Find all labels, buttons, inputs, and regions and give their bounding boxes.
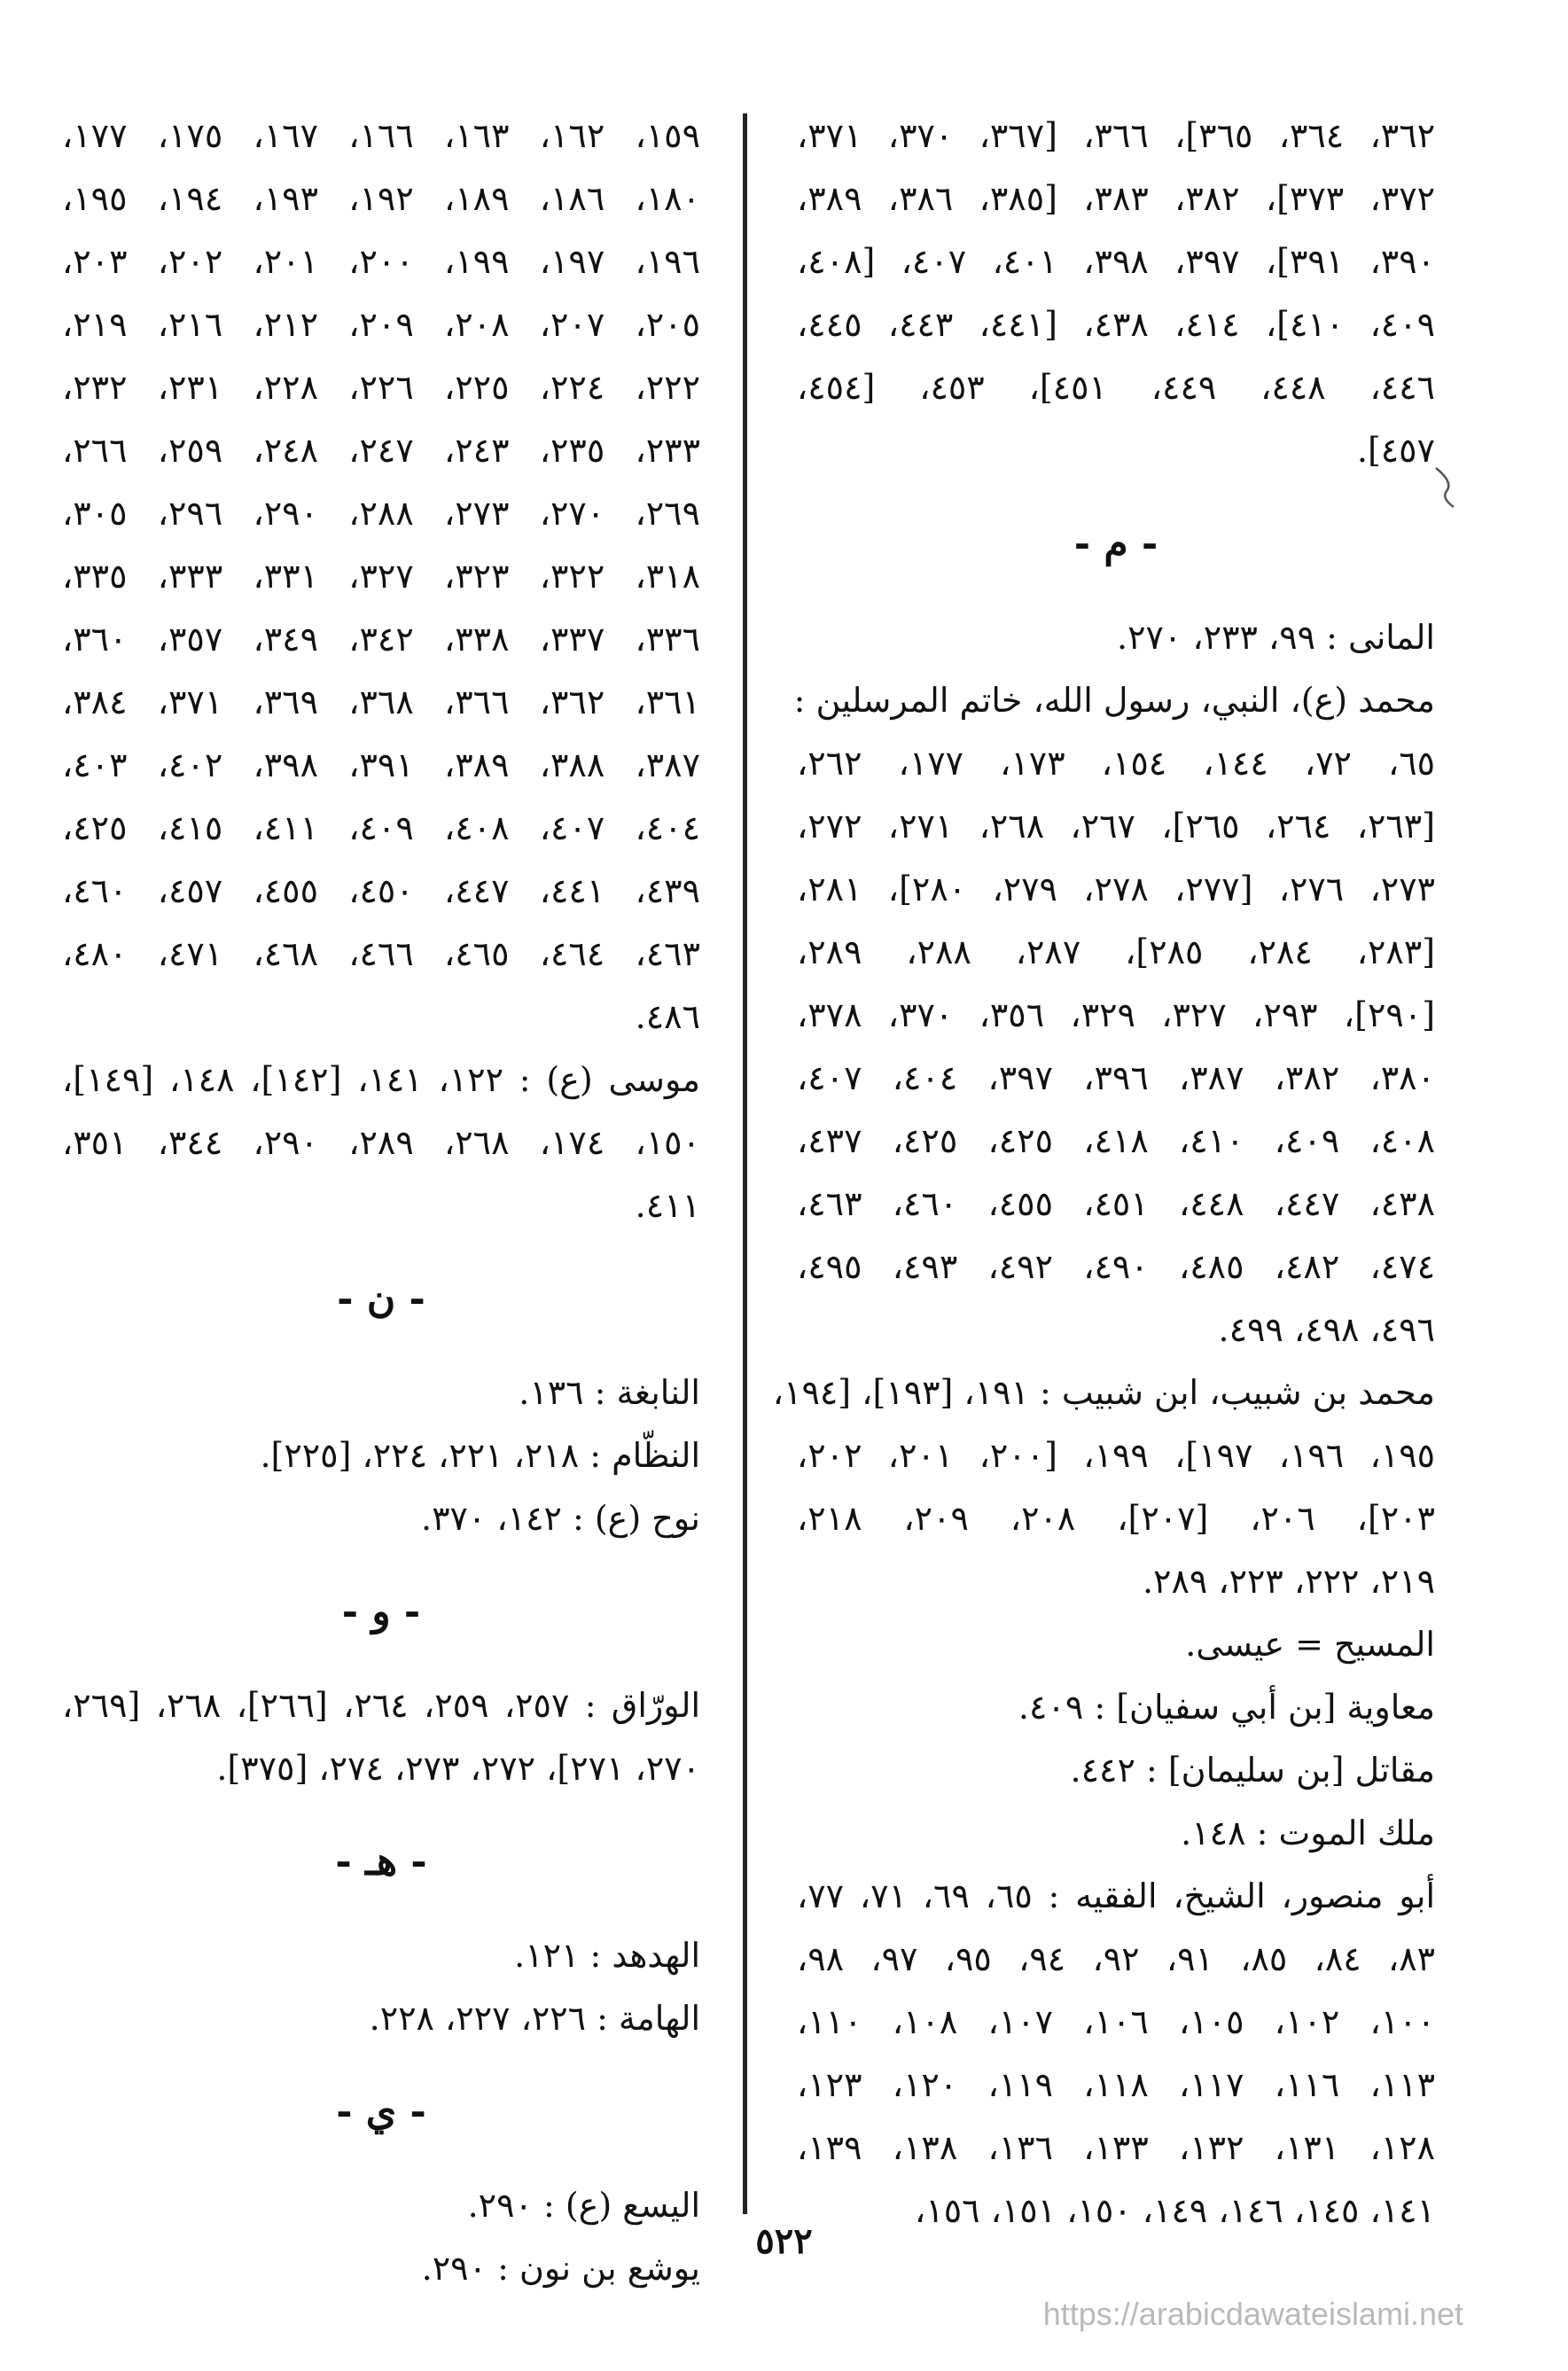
index-entry (797, 606, 1435, 669)
index-line: ٤٣٨، ٤٤٧، ٤٤٨، ٤٥١، ٤٥٥، ٤٦٠، ٤٦٣، (797, 1184, 1435, 1223)
index-line: ٨٣، ٨٤، ٨٥، ٩١، ٩٢، ٩٤، ٩٥، ٩٧، ٩٨، (797, 1939, 1436, 1978)
index-line: ٤٠٩، ٤١٠]، ٤١٤، ٤٣٨، [٤٤١، ٤٤٣، ٤٤٥، (797, 305, 1436, 344)
index-entry (797, 1613, 1435, 1676)
index-line: ٤٧٤، ٤٨٢، ٤٨٥، ٤٩٠، ٤٩٢، ٤٩٣، ٤٩٥، (797, 1247, 1435, 1286)
index-entry (62, 1674, 700, 1800)
index-line: أبو منصور، الشيخ، الفقيه : ٦٥، ٦٩، ٧١، ٧٧، (797, 1876, 1436, 1915)
index-line: ١٨٠، ١٨٦، ١٨٩، ١٩٢، ١٩٣، ١٩٤، ١٩٥، (62, 179, 700, 218)
index-line: ٤٤٦، ٤٤٨، ٤٤٩، ٤٥١]، ٤٥٣، [٤٥٤، (797, 368, 1436, 407)
index-line: ٣٩٠، ٣٩١]، ٣٩٧، ٣٩٨، ٤٠١، ٤٠٧، [٤٠٨، (797, 242, 1436, 281)
index-entry (62, 1487, 700, 1550)
index-line: ١٢٨، ١٣١، ١٣٢، ١٣٣، ١٣٦، ١٣٨، ١٣٩، (797, 2128, 1435, 2167)
index-line: الهدهد : ١٢١. (514, 1936, 700, 1975)
index-line: ٣٨٧، ٣٨٨، ٣٨٩، ٣٩١، ٣٩٨، ٤٠٢، ٤٠٣، (62, 745, 700, 784)
index-entry (62, 1361, 700, 1424)
index-line: ٤٦٣، ٤٦٤، ٤٦٥، ٤٦٦، ٤٦٨، ٤٧١، ٤٨٠، (62, 934, 700, 973)
index-line: ١٩٦، ١٩٧، ١٩٩، ٢٠٠، ٢٠١، ٢٠٢، ٢٠٣، (62, 242, 700, 281)
index-line: ١١٣، ١١٦، ١١٧، ١١٨، ١١٩، ١٢٠، ١٢٣، (797, 2065, 1435, 2104)
index-entry (62, 1424, 700, 1487)
section-letter-heading: - و - (341, 1589, 421, 1634)
index-line: ٢٠٣]، ٢٠٦، [٢٠٧]، ٢٠٨، ٢٠٩، ٢١٨، (797, 1499, 1436, 1538)
index-line: ٢٢٢، ٢٢٤، ٢٢٥، ٢٢٦، ٢٢٨، ٢٣١، ٢٣٢، (62, 368, 700, 407)
index-line: الورّاق : ٢٥٧، ٢٥٩، ٢٦٤، [٢٦٦]، ٢٦٨، [٢٦٩، (62, 1686, 701, 1725)
index-line: ١٤١، ١٤٥، ١٤٦، ١٤٩، ١٥٠، ١٥١، ١٥٦، (915, 2191, 1435, 2230)
index-line: ٤١١. (635, 1186, 700, 1225)
index-line: ٤٠٨، ٤٠٩، ٤١٠، ٤١٨، ٤٢٥، ٤٢٥، ٤٣٧، (797, 1121, 1435, 1160)
index-line: ٤٣٩، ٤٤١، ٤٤٧، ٤٥٠، ٤٥٥، ٤٥٧، ٤٦٠، (62, 871, 700, 910)
index-line: المسيح = عيسى. (1185, 1625, 1435, 1664)
page-number: ٥٢٢ (755, 2220, 813, 2262)
index-line: ١٠٠، ١٠٢، ١٠٥، ١٠٦، ١٠٧، ١٠٨، ١١٠، (797, 2002, 1435, 2041)
index-line: المانى : ٩٩، ٢٣٣، ٢٧٠. (1117, 618, 1435, 657)
index-line: ٣١٨، ٣٢٢، ٣٢٣، ٣٢٧، ٣٣١، ٣٣٣، ٣٣٥، (62, 557, 700, 596)
index-line: ٣٨٠، ٣٨٢، ٣٨٧، ٣٩٦، ٣٩٧، ٤٠٤، ٤٠٧، (797, 1058, 1435, 1097)
index-line: ٤٨٦. (635, 997, 700, 1036)
index-line: ٤٥٧]. (1356, 431, 1435, 470)
watermark: https://arabicdawateislami.net (1042, 2296, 1463, 2332)
index-column-right (772, 105, 1436, 2242)
index-line: مقاتل [بن سليمان] : ٤٤٢. (1070, 1751, 1435, 1790)
index-line: ٢٦٩، ٢٧٠، ٢٧٣، ٢٨٨، ٢٩٠، ٢٩٦، ٣٠٥، (62, 494, 700, 533)
section-letter-heading: - هـ - (335, 1839, 427, 1884)
index-line: النظّام : ٢١٨، ٢٢١، ٢٢٤، [٢٢٥]. (260, 1436, 700, 1475)
index-line: ٣٦٢، ٣٦٤، ٣٦٥]، ٣٦٦، [٣٦٧، ٣٧٠، ٣٧١، (797, 116, 1436, 155)
index-entry (797, 1676, 1435, 1739)
index-entry (797, 1802, 1435, 1865)
section-letter-heading: - ن - (337, 1276, 425, 1322)
index-line: ٦٥، ٧٢، ١٤٤، ١٥٤، ١٧٣، ١٧٧، ٢٦٢، (797, 744, 1436, 783)
index-line: ١٩٥، ١٩٦، ١٩٧]، ١٩٩، [٢٠٠، ٢٠١، ٢٠٢، (797, 1436, 1436, 1475)
index-line: ٢٣٣، ٢٣٥، ٢٤٣، ٢٤٧، ٢٤٨، ٢٥٩، ٢٦٦، (62, 431, 700, 470)
index-line: ٤٩٦، ٤٩٨، ٤٩٩. (1218, 1310, 1435, 1349)
index-entry (62, 105, 700, 1049)
index-entry (62, 1049, 700, 1237)
index-entry (797, 1739, 1435, 1802)
index-line: [٢٦٣، ٢٦٤، ٢٦٥]، ٢٦٧، ٢٦٨، ٢٧١، ٢٧٢، (797, 807, 1436, 846)
index-entry (62, 1987, 700, 2050)
column-divider (743, 113, 747, 2214)
index-line: ٢١٩، ٢٢٢، ٢٢٣، ٢٨٩. (1142, 1562, 1435, 1601)
index-line: [٢٨٣، ٢٨٤، ٢٨٥]، ٢٨٧، ٢٨٨، ٢٨٩، (797, 932, 1436, 971)
index-line: ملك الموت : ١٤٨. (1181, 1813, 1435, 1852)
index-line: ١٥٠، ١٧٤، ٢٦٨، ٢٨٩، ٢٩٠، ٣٤٤، ٣٥١، (62, 1123, 700, 1162)
index-line: النابغة : ١٣٦. (519, 1373, 700, 1412)
index-line: ١٥٩، ١٦٢، ١٦٣، ١٦٦، ١٦٧، ١٧٥، ١٧٧، (62, 116, 700, 155)
index-entry (772, 1361, 1436, 1613)
index-line: نوح (ع) : ١٤٢، ٣٧٠. (420, 1499, 700, 1538)
section-letter-heading: - ي - (336, 2089, 426, 2134)
index-line: ٤٠٤، ٤٠٧، ٤٠٨، ٤٠٩، ٤١١، ٤١٥، ٤٢٥، (62, 808, 700, 847)
index-line: [٢٩٠]، ٢٩٣، ٣٢٧، ٣٢٩، ٣٥٦، ٣٧٠، ٣٧٨، (797, 995, 1436, 1034)
index-line: ٢٧٣، ٢٧٦، [٢٧٧، ٢٧٨، ٢٧٩، ٢٨٠]، ٢٨١، (797, 870, 1436, 909)
index-entry (62, 1924, 700, 1987)
index-entry (797, 105, 1435, 482)
index-line: ٣٧٢، ٣٧٣]، ٣٨٢، ٣٨٣، [٣٨٥، ٣٨٦، ٣٨٩، (797, 179, 1436, 218)
index-line: اليسع (ع) : ٢٩٠. (467, 2186, 700, 2225)
index-line: يوشع بن نون : ٢٩٠. (421, 2249, 700, 2288)
index-line: ٢٧٠، ٢٧١]، ٢٧٢، ٢٧٣، ٢٧٤، [٣٧٥]. (216, 1749, 700, 1788)
index-line: ٢٠٥، ٢٠٧، ٢٠٨، ٢٠٩، ٢١٢، ٢١٦، ٢١٩، (62, 305, 700, 344)
index-entry (793, 669, 1436, 1361)
index-line: الهامة : ٢٢٦، ٢٢٧، ٢٢٨. (369, 1999, 700, 2038)
index-column-left (62, 105, 700, 2300)
index-line: ٣٦١، ٣٦٢، ٣٦٦، ٣٦٨، ٣٦٩، ٣٧١، ٣٨٤، (62, 682, 700, 721)
index-line: محمد (ع)، النبي، رسول الله، خاتم المرسلين : (793, 681, 1435, 720)
section-letter-heading: - م - (1073, 521, 1158, 566)
index-line: معاوية [بن أبي سفيان] : ٤٠٩. (1018, 1688, 1435, 1727)
index-entry (797, 1865, 1435, 2242)
index-line: ٣٣٦، ٣٣٧، ٣٣٨، ٣٤٢، ٣٤٩، ٣٥٧، ٣٦٠، (62, 620, 700, 659)
index-line: محمد بن شبيب، ابن شبيب : ١٩١، [١٩٣]، [١٩٤، (772, 1373, 1435, 1412)
margin-mark (1429, 461, 1464, 514)
index-line: موسى (ع) : ١٢٢، ١٤١، [١٤٢]، ١٤٨، [١٤٩]، (62, 1060, 701, 1099)
